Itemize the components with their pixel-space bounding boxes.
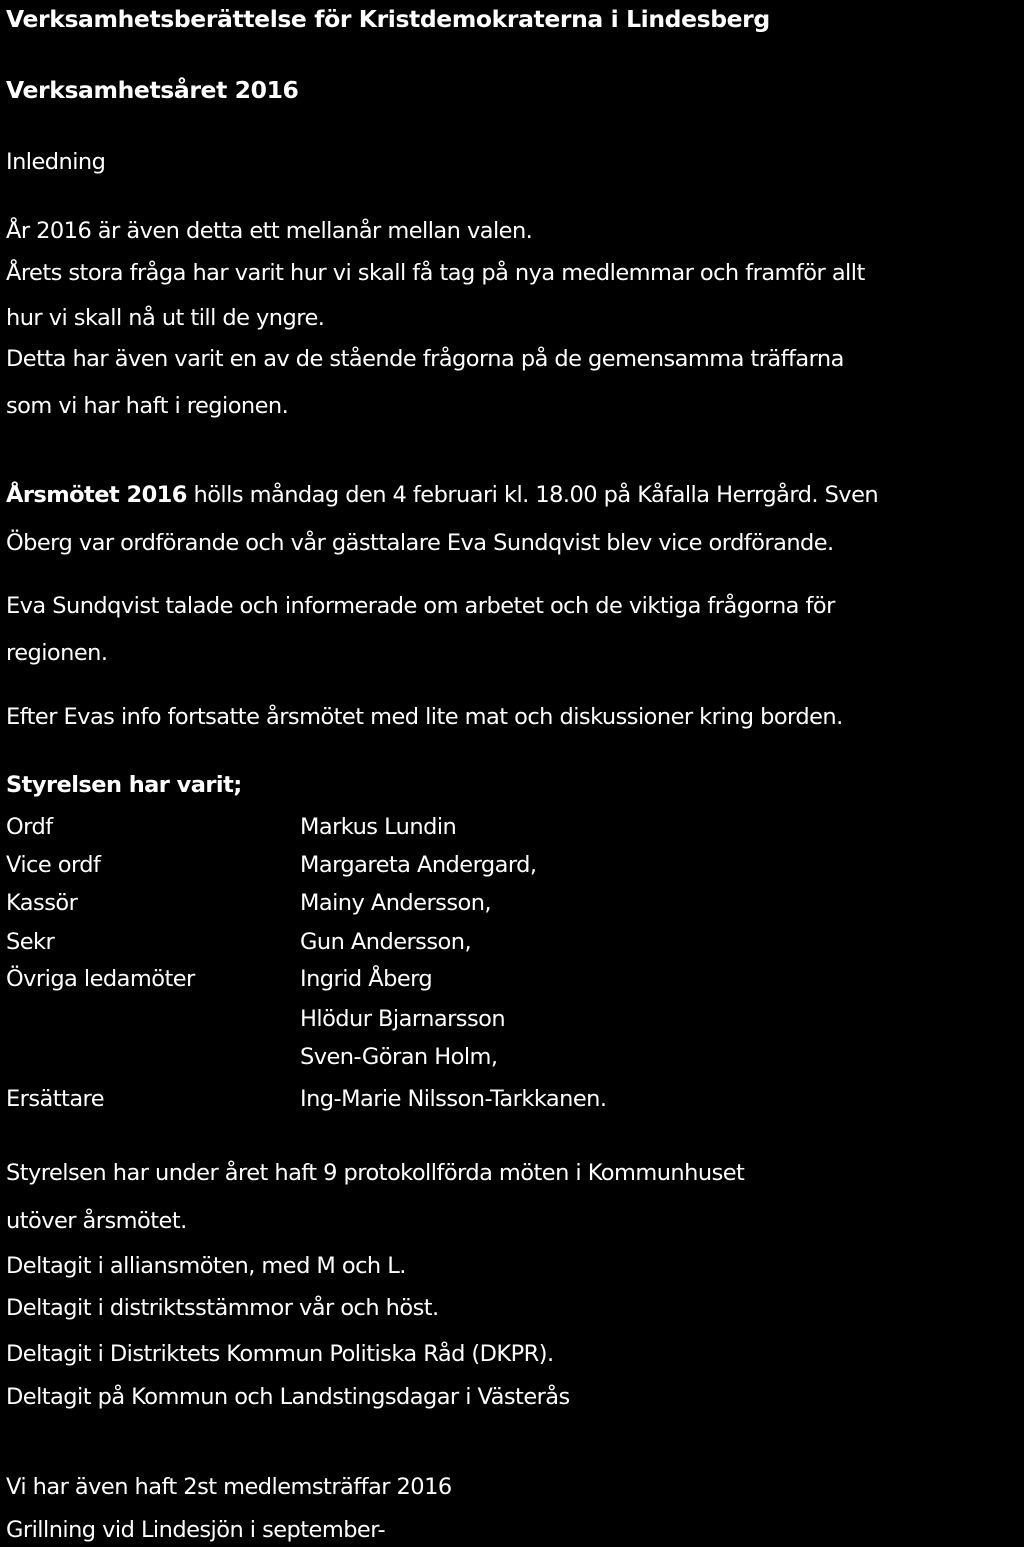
intro-line: som vi har haft i regionen. xyxy=(6,393,289,419)
board-name: Gun Andersson, xyxy=(300,929,472,955)
intro-heading: Inledning xyxy=(6,149,106,175)
activity-line: Deltagit i Distriktets Kommun Politiska Råd (DKPR). xyxy=(6,1341,554,1367)
annual-meeting-line: Öberg var ordförande och vår gästtalare Eva Sundqvist blev vice ordförande. xyxy=(6,530,834,556)
board-name: Ing-Marie Nilsson-Tarkkanen. xyxy=(300,1086,607,1112)
activity-line: Deltagit i distriktsstämmor vår och höst. xyxy=(6,1295,439,1321)
board-role: Ordf xyxy=(6,814,53,840)
board-role: Vice ordf xyxy=(6,852,101,878)
member-meeting-line: Vi har även haft 2st medlemsträffar 2016 xyxy=(6,1474,452,1500)
intro-line: Detta har även varit en av de stående frågorna på de gemensamma träffarna xyxy=(6,346,844,372)
annual-meeting-text: hölls måndag den 4 februari kl. 18.00 på Kåfalla Herrgård. Sven xyxy=(186,482,879,508)
board-role: Kassör xyxy=(6,890,78,916)
activity-line: Deltagit i alliansmöten, med M och L. xyxy=(6,1253,406,1279)
board-role: Ersättare xyxy=(6,1086,105,1112)
board-heading: Styrelsen har varit; xyxy=(6,772,242,798)
board-name: Mainy Andersson, xyxy=(300,890,492,916)
board-name: Ingrid Åberg xyxy=(300,966,433,992)
intro-line: Årets stora fråga har varit hur vi skall få tag på nya medlemmar och framför allt xyxy=(6,260,865,286)
document-subtitle: Verksamhetsåret 2016 xyxy=(6,76,299,104)
activity-line: Deltagit på Kommun och Landstingsdagar i Västerås xyxy=(6,1384,570,1410)
activity-line: utöver årsmötet. xyxy=(6,1208,187,1234)
annual-meeting-line: regionen. xyxy=(6,640,108,666)
member-meeting-line: Grillning vid Lindesjön i september- xyxy=(6,1517,386,1543)
board-role: Övriga ledamöter xyxy=(6,966,195,992)
annual-meeting-label: Årsmötet 2016 xyxy=(6,482,187,508)
annual-meeting-line: Efter Evas info fortsatte årsmötet med lite mat och diskussioner kring borden. xyxy=(6,704,843,730)
board-name: Sven-Göran Holm, xyxy=(300,1044,498,1070)
annual-meeting-line: Eva Sundqvist talade och informerade om arbetet och de viktiga frågorna för xyxy=(6,593,835,619)
annual-meeting-line xyxy=(6,478,878,512)
intro-line: hur vi skall nå ut till de yngre. xyxy=(6,305,325,331)
intro-line: År 2016 är även detta ett mellanår mellan valen. xyxy=(6,218,533,244)
board-name: Margareta Andergard, xyxy=(300,852,537,878)
activity-line: Styrelsen har under året haft 9 protokollförda möten i Kommunhuset xyxy=(6,1160,745,1186)
document-title: Verksamhetsberättelse för Kristdemokraterna i Lindesberg xyxy=(6,5,770,33)
board-name: Markus Lundin xyxy=(300,814,457,840)
board-role: Sekr xyxy=(6,929,55,955)
board-name: Hlödur Bjarnarsson xyxy=(300,1006,506,1032)
